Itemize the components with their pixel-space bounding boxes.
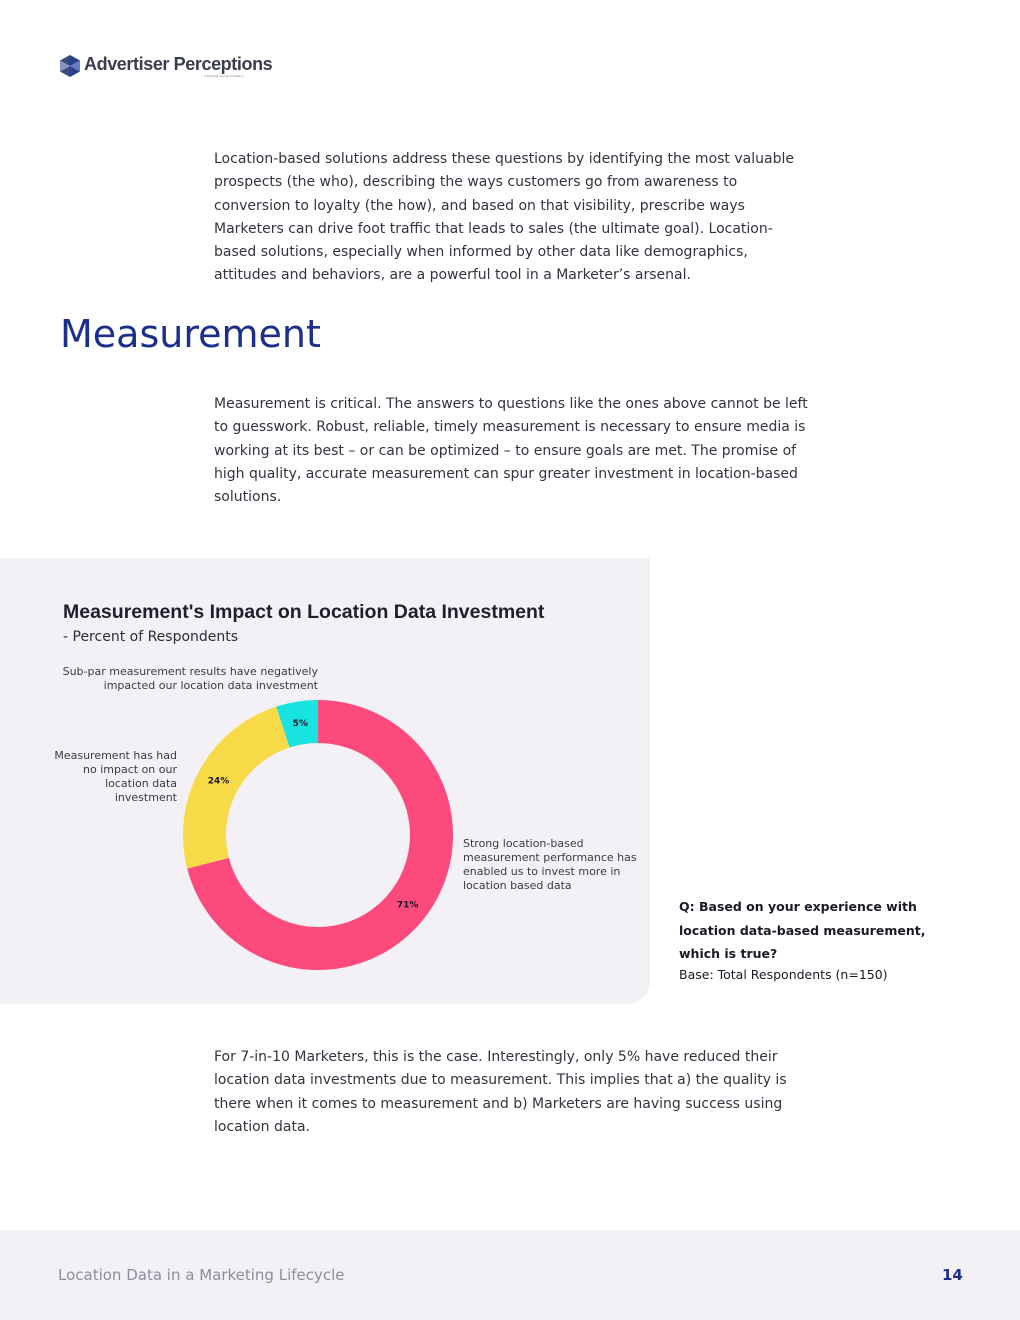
slice-label-strong: Strong location-based measurement performance has enabled us to invest more in location based data (463, 837, 637, 892)
page-number: 14 (942, 1266, 963, 1284)
slice-no-impact (183, 707, 290, 869)
chart-title: Measurement's Impact on Location Data Investment (63, 601, 545, 623)
slice-subpar-value-label: 5% (292, 718, 308, 729)
slice-label-subpar: Sub-par measurement results have negatively impacted our location data investment (62, 665, 318, 692)
logo-name: Advertiser Perceptions (84, 54, 273, 74)
survey-question: Q: Based on your experience with location data-based measurement, which is true? (679, 899, 926, 961)
slice-strong-value-label: 71% (396, 900, 419, 911)
measurement-paragraph: Measurement is critical. The answers to questions like the ones above cannot be left to guesswork. Robust, reliable, timely measurement is necessary to ensure media is working at its best – or can be optimized – to ensure goals are met. The promise of high quality, accurate measurement can spur greater investment in location-based solutions. (214, 396, 808, 506)
intro-paragraph: Location-based solutions address these questions by identifying the most valuable prospects (the who), describing the ways customers go from awareness to conversion to loyalty (the how), and based on that visibility, prescribe ways Marketers can drive foot traffic that leads to sales (the ultimate goal). Location-based solutions, especially when informed by other data like demographics, attitudes and behaviors, are a powerful tool in a Marketer’s arsenal. (214, 151, 794, 284)
section-title: Measurement (60, 312, 321, 356)
footer-title: Location Data in a Marketing Lifecycle (58, 1266, 345, 1284)
survey-base: Base: Total Respondents (n=150) (679, 967, 888, 982)
closing-paragraph: For 7-in-10 Marketers, this is the case. Interestingly, only 5% have reduced their location data investments due to measurement. This implies that a) the quality is there when it comes to measurement and b) Marketers are having success using location data. (214, 1049, 787, 1135)
slice-no-impact-value-label: 24% (207, 776, 230, 787)
chart-subtitle: - Percent of Respondents (63, 629, 239, 645)
slice-label-no-impact: Measurement has had no impact on our location data investment (54, 749, 177, 804)
logo-subtext: A Prophet Group Company (204, 74, 244, 78)
page-footer (0, 1230, 1020, 1320)
